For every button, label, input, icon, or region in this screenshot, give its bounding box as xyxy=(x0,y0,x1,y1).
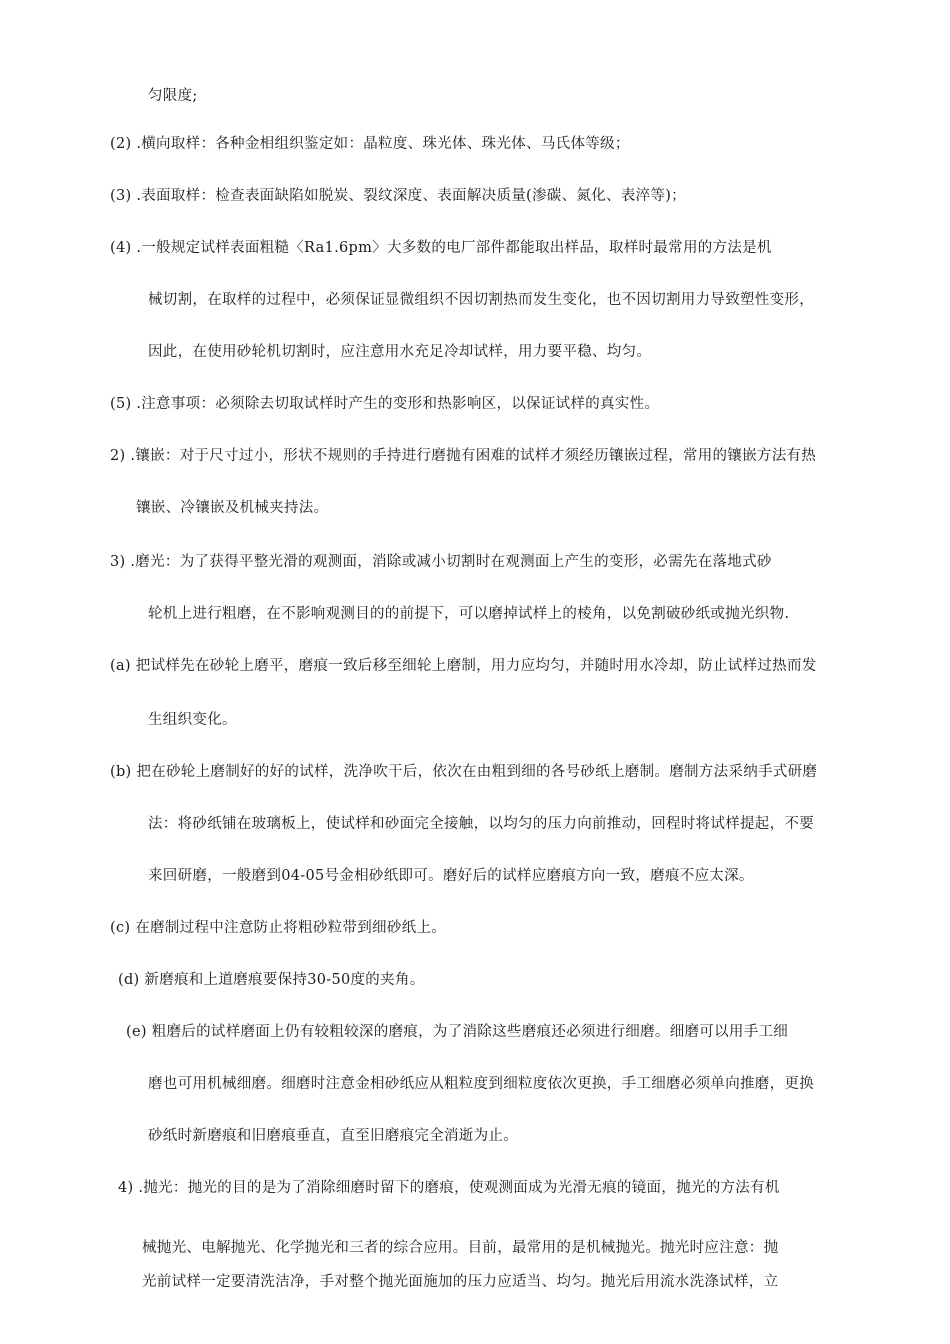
text-line: 4) .抛光：抛光的目的是为了消除细磨时留下的磨痕，使观测面成为光滑无痕的镜面，抛光的方法有机 xyxy=(118,1180,780,1196)
text-line: 械抛光、电解抛光、化学抛光和三者的综合应用。目前，最常用的是机械抛光。抛光时应注意：抛 xyxy=(142,1240,779,1256)
text-line: 磨也可用机械细磨。细磨时注意金相砂纸应从粗粒度到细粒度依次更换，手工细磨必须单向推磨，更换 xyxy=(148,1076,814,1092)
text-line: 因此，在使用砂轮机切割时，应注意用水充足冷却试样，用力要平稳、均匀。 xyxy=(148,344,652,360)
text-line: 匀限度; xyxy=(148,88,198,104)
text-line: 法：将砂纸铺在玻璃板上，使试样和砂面完全接触，以均匀的压力向前推动，回程时将试样提起，不要 xyxy=(148,816,814,832)
text-line: (2) .横向取样：各种金相组织鉴定如：晶粒度、珠光体、珠光体、马氏体等级； xyxy=(110,136,630,152)
text-line: (c) 在磨制过程中注意防止将粗砂粒带到细砂纸上。 xyxy=(110,920,447,936)
text-line: 3) .磨光：为了获得平整光滑的观测面，消除或减小切割时在观测面上产生的变形，必需先在落地式砂 xyxy=(110,554,772,570)
text-line: 砂纸时新磨痕和旧磨痕垂直，直至旧磨痕完全消逝为止。 xyxy=(148,1128,518,1144)
text-line: 2) .镶嵌：对于尺寸过小，形状不规则的手持进行磨抛有困难的试样才须经历镶嵌过程，常用的镶嵌方法有热 xyxy=(110,448,817,464)
text-line: (4) .一般规定试样表面粗糙〈Ra1.6pm〉大多数的电厂部件都能取出样品，取样时最常用的方法是机 xyxy=(110,240,772,256)
text-line: (3) .表面取样：检查表面缺陷如脱炭、裂纹深度、表面解决质量(渗碳、氮化、表淬等)； xyxy=(110,188,686,204)
text-line: 镶嵌、冷镶嵌及机械夹持法。 xyxy=(136,500,329,516)
text-line: 光前试样一定要清洗洁净，手对整个抛光面施加的压力应适当、均匀。抛光后用流水洗涤试样，立 xyxy=(142,1274,779,1290)
text-line: (d) 新磨痕和上道磨痕要保持30-50度的夹角。 xyxy=(118,972,425,988)
text-line: 械切割，在取样的过程中，必须保证显微组织不因切割热而发生变化，也不因切割用力导致塑性变形， xyxy=(148,292,814,308)
text-line: 生组织变化。 xyxy=(148,712,237,728)
text-line: 来回研磨，一般磨到04-05号金相砂纸即可。磨好后的试样应磨痕方向一致，磨痕不应太深。 xyxy=(148,868,754,884)
text-line: (5) .注意事项：必须除去切取试样时产生的变形和热影响区，以保证试样的真实性。 xyxy=(110,396,660,412)
text-line: (b) 把在砂轮上磨制好的好的试样，洗净吹干后，依次在由粗到细的各号砂纸上磨制。磨制方法采纳手式研磨 xyxy=(110,764,818,780)
text-line: (e) 粗磨后的试样磨面上仍有较粗较深的磨痕，为了消除这些磨痕还必须进行细磨。细磨可以用手工细 xyxy=(126,1024,789,1040)
text-line: (a) 把试样先在砂轮上磨平，磨痕一致后移至细轮上磨制，用力应均匀，并随时用水冷却，防止试样过热而发 xyxy=(110,658,817,674)
text-line: 轮机上进行粗磨，在不影响观测目的的前提下，可以磨掉试样上的棱角，以免割破砂纸或抛光织物. xyxy=(148,606,790,622)
